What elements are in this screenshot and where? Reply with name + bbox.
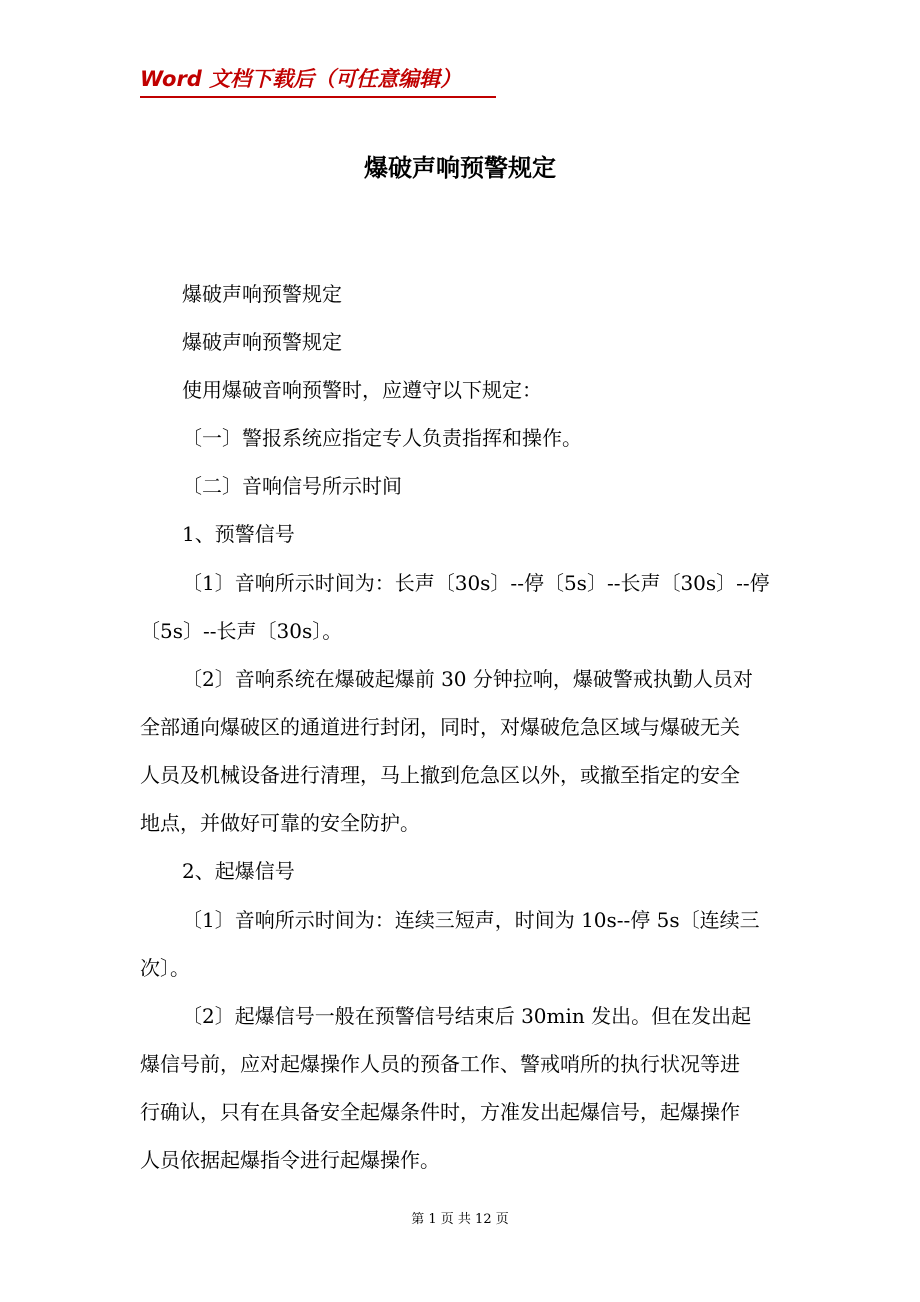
paragraph-intro: 使用爆破音响预警时，应遵守以下规定： [182, 378, 542, 402]
warning-rule-2-line-4: 地点，并做好可靠的安全防护。 [140, 811, 420, 835]
warning-rule-2-line-2: 全部通向爆破区的通道进行封闭，同时，对爆破危急区域与爆破无关 [140, 715, 740, 739]
page-number-footer: 第 1 页 共 12 页 [411, 1212, 509, 1227]
detonation-rule-1-line-1: 〔1〕音响所示时间为：连续三短声，时间为 10s--停 5s〔连续三 [182, 908, 760, 932]
warning-rule-2-line-3: 人员及机械设备进行清理，马上撤到危急区以外，或撤至指定的安全 [140, 763, 740, 787]
detonation-rule-2-line-1: 〔2〕起爆信号一般在预警信号结束后 30min 发出。但在发出起 [182, 1004, 752, 1028]
download-header [140, 64, 496, 98]
detonation-rule-2-line-3: 行确认，只有在具备安全起爆条件时，方准发出起爆信号，起爆操作 [140, 1100, 740, 1124]
warning-rule-1-line-1: 〔1〕音响所示时间为：长声〔30s〕--停〔5s〕--长声〔30s〕--停 [182, 571, 770, 595]
section-warning-signal: 1、预警信号 [182, 522, 295, 546]
detonation-rule-2-line-4: 人员依据起爆指令进行起爆操作。 [140, 1148, 440, 1172]
download-header-text: Word 文档下载后（可任意编辑） [140, 67, 462, 91]
paragraph-item-two: 〔二〕音响信号所示时间 [182, 474, 402, 498]
warning-rule-1-line-2: 〔5s〕--长声〔30s〕。 [140, 619, 343, 643]
section-detonation-signal: 2、起爆信号 [182, 859, 295, 883]
warning-rule-2-line-1: 〔2〕音响系统在爆破起爆前 30 分钟拉响，爆破警戒执勤人员对 [182, 667, 753, 691]
paragraph-heading-1: 爆破声响预警规定 [182, 282, 342, 306]
detonation-rule-1-line-2: 次〕。 [140, 956, 190, 980]
detonation-rule-2-line-2: 爆信号前，应对起爆操作人员的预备工作、警戒哨所的执行状况等进 [140, 1052, 740, 1076]
paragraph-item-one: 〔一〕警报系统应指定专人负责指挥和操作。 [182, 426, 582, 450]
paragraph-heading-2: 爆破声响预警规定 [182, 330, 342, 354]
document-title: 爆破声响预警规定 [364, 153, 556, 182]
